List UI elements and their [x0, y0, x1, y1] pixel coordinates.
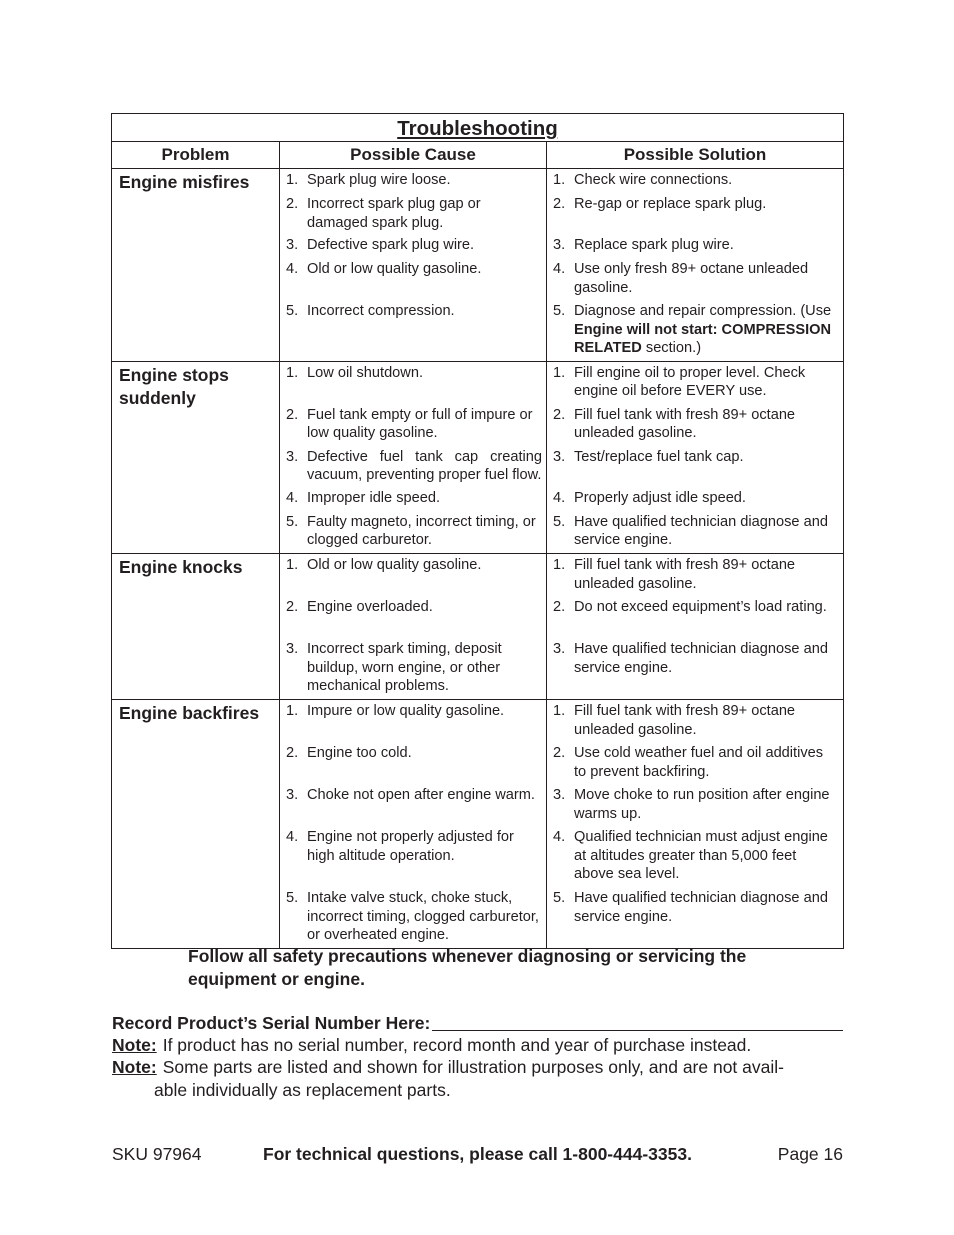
table-title-cell: [112, 114, 844, 142]
list-item: 3. Defective fuel tank cap creating vacuum, preventing proper fuel flow.: [286, 448, 542, 484]
note-label: Note:: [112, 1057, 157, 1077]
problem-cell: Engine misfires: [112, 169, 280, 362]
solution-cell: [547, 699, 844, 948]
list-item: 3. Incorrect spark timing, deposit buildup, worn engine, or other mechanical problems.: [286, 640, 502, 695]
list-item: 1. Fill engine oil to proper level. Check engine oil before EVERY use.: [553, 364, 806, 400]
list-item: 5. Incorrect compression.: [286, 303, 455, 319]
page-footer: [112, 1142, 843, 1166]
solution-cell: [547, 361, 844, 553]
problem-cell: Engine backfires: [112, 699, 280, 948]
list-item: 3. Move choke to run position after engine warms up.: [553, 786, 830, 822]
safety-notice: Follow all safety precautions whenever diagnosing or servicing the equipment or engine.: [188, 946, 747, 989]
list-item: 5. Faulty magneto, incorrect timing, or clogged carburetor.: [286, 513, 536, 549]
cause-cell: [280, 169, 547, 362]
list-item: 1. Low oil shutdown.: [286, 364, 424, 381]
table-row: [112, 361, 844, 553]
note-parts: [112, 1056, 847, 1101]
footer-page-number: Page 16: [777, 1144, 843, 1164]
list-item: 2. Re-gap or replace spark plug.: [553, 196, 767, 212]
header-cause: Possible Cause: [280, 142, 547, 169]
note-text: If product has no serial number, record month and year of purchase instead.: [162, 1035, 752, 1055]
table-title: Troubleshooting: [397, 117, 558, 140]
table-header-row: [112, 142, 844, 169]
list-item: 1. Fill fuel tank with fresh 89+ octane unleaded gasoline.: [553, 556, 796, 592]
list-item: 2. Engine overloaded.: [286, 598, 433, 615]
list-item: 4. Properly adjust idle speed.: [553, 489, 746, 506]
list-item: 4. Qualified technician must adjust engine at altitudes greater than 5,000 feet above sea level.: [553, 828, 828, 883]
list-item: 4. Old or low quality gasoline.: [286, 261, 482, 277]
cause-cell: [280, 361, 547, 553]
cause-cell: [280, 553, 547, 699]
serial-write-line: [432, 1012, 843, 1031]
cause-cell: [280, 699, 547, 948]
list-item: 2. Fill fuel tank with fresh 89+ octane unleaded gasoline.: [553, 406, 796, 442]
problem-cell: Engine knocks: [112, 553, 280, 699]
list-item: 1. Old or low quality gasoline.: [286, 556, 482, 573]
note-label: Note:: [112, 1035, 157, 1055]
list-item: 2. Engine too cold.: [286, 744, 412, 761]
list-item: 3. Choke not open after engine warm.: [286, 786, 535, 803]
list-item: 5. Intake valve stuck, choke stuck, incorrect timing, clogged carburetor, or overheated engine.: [286, 889, 539, 944]
footer-sku: SKU 97964: [112, 1144, 202, 1164]
table-row: [112, 169, 844, 362]
list-item: 5. Have qualified technician diagnose and service engine.: [553, 513, 828, 549]
list-item: 4. Improper idle speed.: [286, 489, 441, 506]
footer-tech-support: For technical questions, please call 1-800-444-3353.: [263, 1144, 692, 1164]
list-item: 4. Engine not properly adjusted for high altitude operation.: [286, 828, 514, 864]
list-item: 1. Impure or low quality gasoline.: [286, 702, 505, 719]
note-text: Some parts are listed and shown for illustration purposes only, and are not avail-: [162, 1057, 784, 1077]
list-item: 5. Have qualified technician diagnose and service engine.: [553, 889, 828, 925]
list-item: 2. Use cold weather fuel and oil additives to prevent backfiring.: [553, 744, 824, 780]
note-serial: [112, 1034, 847, 1057]
serial-label: Record Product’s Serial Number Here:: [112, 1013, 431, 1033]
serial-number-record: [112, 1012, 843, 1034]
list-item: 1. Spark plug wire loose.: [286, 172, 451, 188]
list-item: 2. Fuel tank empty or full of impure or low quality gasoline.: [286, 406, 533, 442]
header-problem: Problem: [112, 142, 280, 169]
list-item: 4. Use only fresh 89+ octane unleaded gasoline.: [553, 261, 809, 296]
list-item: 5. Diagnose and repair compression. (Use Engine will not start: COMPRESSION RELATED section.): [553, 303, 832, 357]
list-item: 1. Fill fuel tank with fresh 89+ octane unleaded gasoline.: [553, 702, 796, 738]
list-item: 3. Replace spark plug wire.: [553, 237, 734, 253]
solution-cell: [547, 169, 844, 362]
problem-cell: Engine stops suddenly: [112, 361, 280, 553]
list-item: 2. Do not exceed equipment’s load rating.: [553, 598, 827, 615]
list-item: 1. Check wire connections.: [553, 172, 733, 188]
troubleshooting-table: [111, 113, 844, 949]
list-item: 3. Have qualified technician diagnose and service engine.: [553, 640, 828, 676]
list-item: 2. Incorrect spark plug gap or damaged spark plug.: [286, 196, 481, 231]
header-solution: Possible Solution: [547, 142, 844, 169]
list-item: 3. Defective spark plug wire.: [286, 237, 475, 253]
table-row: [112, 553, 844, 699]
list-item: 3. Test/replace fuel tank cap.: [553, 448, 744, 465]
note-text-continued: able individually as replacement parts.: [154, 1079, 451, 1100]
table-row: [112, 699, 844, 948]
solution-cell: [547, 553, 844, 699]
